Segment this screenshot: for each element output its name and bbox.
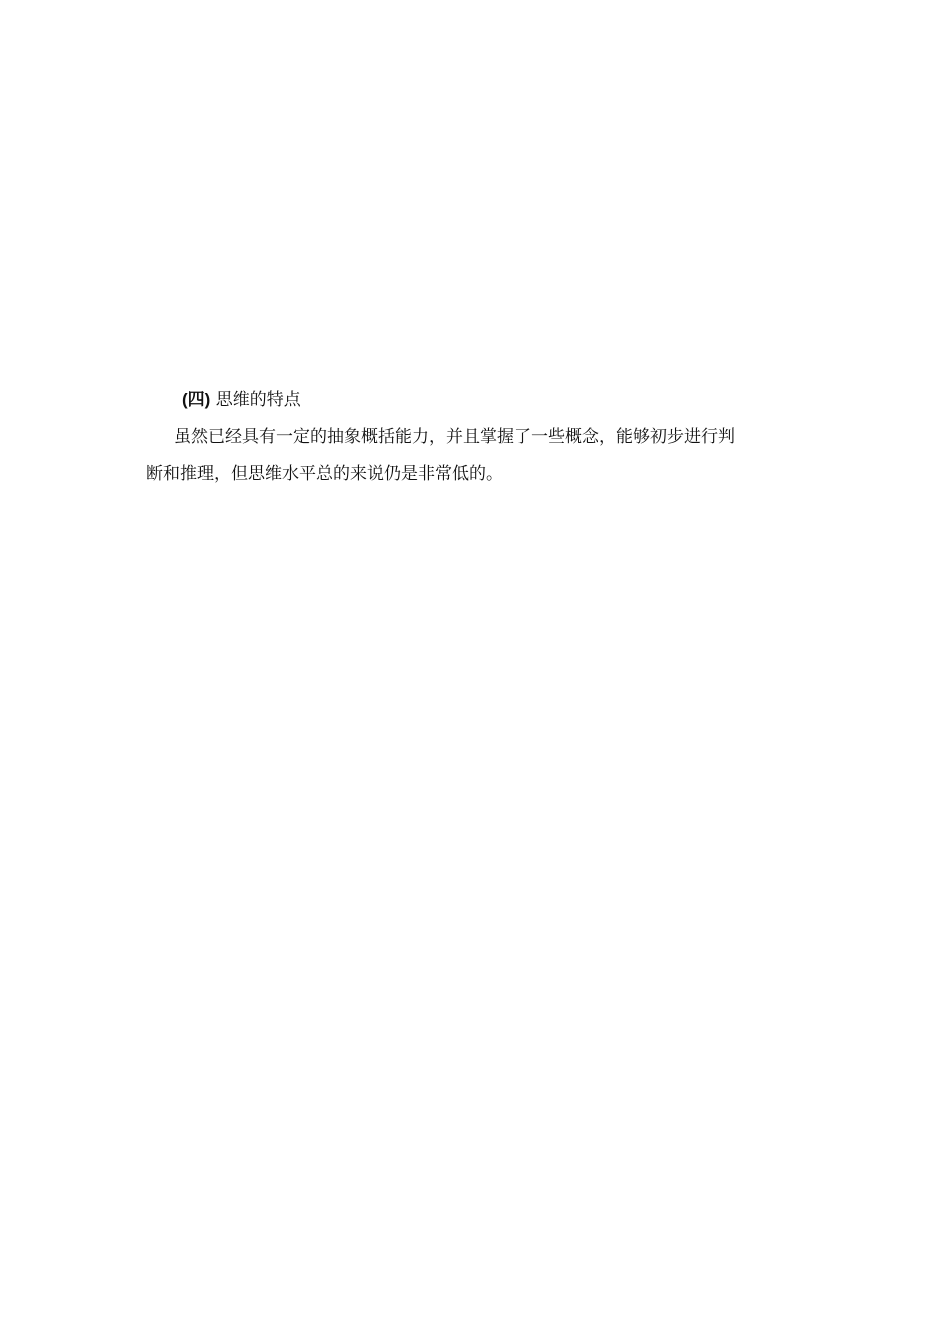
section-intro-line-1: 虽然已经具有一定的抽象概括能力，并且掌握了一些概念，能够初步进行判 xyxy=(174,427,735,447)
section-intro-line-2: 断和推理，但思维水平总的来说仍是非常低的。 xyxy=(146,464,503,484)
section-title: 思维的特点 xyxy=(210,390,301,410)
section-heading xyxy=(182,388,816,412)
section-number: (四) xyxy=(182,390,211,409)
